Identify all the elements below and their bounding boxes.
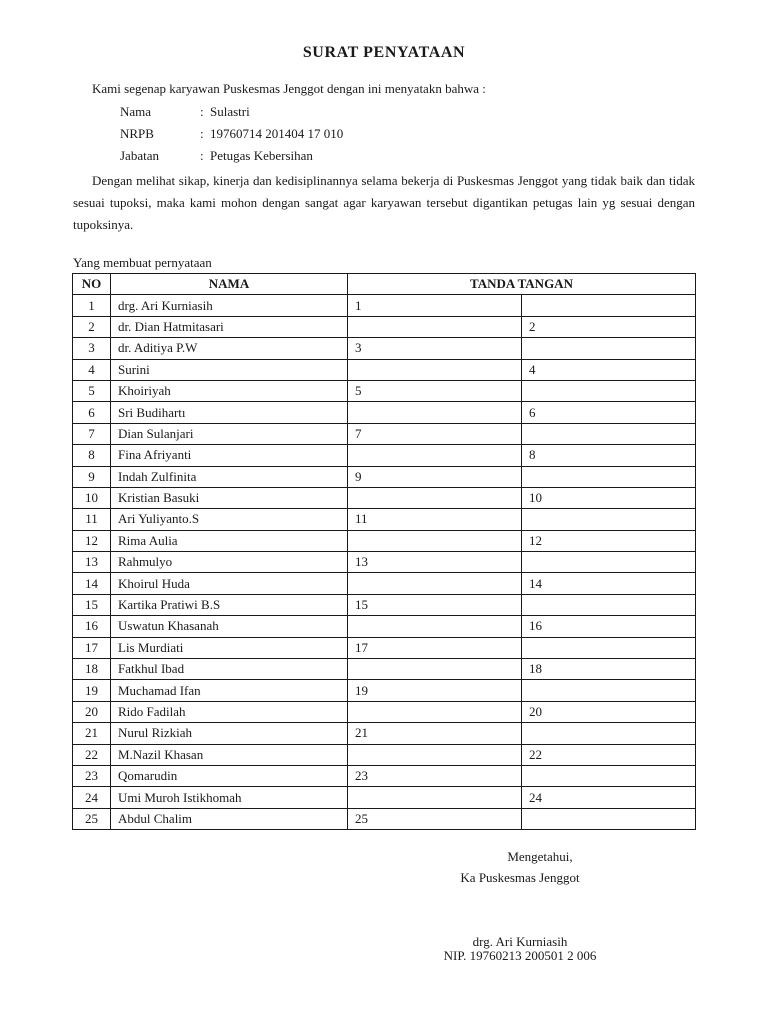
table-row: [73, 573, 696, 594]
table-row: [73, 808, 696, 829]
cell-nama: Abdul Chalim: [111, 808, 348, 829]
footer-mengetahui: Mengetahui,: [507, 849, 573, 864]
cell-signature-right: [522, 594, 696, 615]
cell-signature-left: [348, 701, 522, 722]
cell-no: 10: [73, 487, 111, 508]
signature-table: [72, 273, 696, 830]
table-row: [73, 380, 696, 401]
cell-nama: Dian Sulanjari: [111, 423, 348, 444]
cell-nama: Fina Afriyanti: [111, 445, 348, 466]
cell-signature-left: [348, 573, 522, 594]
cell-no: 17: [73, 637, 111, 658]
table-row: [73, 637, 696, 658]
cell-signature-left: [348, 659, 522, 680]
cell-nama: Uswatun Khasanah: [111, 616, 348, 637]
cell-no: 6: [73, 402, 111, 423]
document-title: SURAT PENYATAAN: [302, 44, 466, 61]
intro-text: Kami segenap karyawan Puskesmas Jenggot dengan ini menyatakn bahwa :: [92, 81, 486, 96]
cell-signature-left: 25: [348, 808, 522, 829]
cell-no: 9: [73, 466, 111, 487]
field-colon: :: [200, 104, 204, 119]
table-row: [73, 509, 696, 530]
cell-no: 25: [73, 808, 111, 829]
cell-signature-left: 9: [348, 466, 522, 487]
cell-signature-right: 22: [522, 744, 696, 765]
table-row: [73, 787, 696, 808]
cell-signature-left: [348, 359, 522, 380]
header-no: NO: [73, 274, 111, 295]
cell-signature-right: 18: [522, 659, 696, 680]
cell-no: 7: [73, 423, 111, 444]
cell-no: 19: [73, 680, 111, 701]
table-row: [73, 466, 696, 487]
cell-signature-left: [348, 445, 522, 466]
cell-nama: Fatkhul Ibad: [111, 659, 348, 680]
cell-nama: Khoiriyah: [111, 380, 348, 401]
cell-no: 5: [73, 380, 111, 401]
cell-signature-right: [522, 509, 696, 530]
cell-signature-left: 11: [348, 509, 522, 530]
table-body: [73, 295, 696, 830]
field-label: Jabatan: [120, 148, 159, 163]
cell-signature-right: [522, 765, 696, 786]
cell-signature-right: [522, 295, 696, 316]
table-row: [73, 552, 696, 573]
table-row: [73, 659, 696, 680]
header-nama: NAMA: [111, 274, 348, 295]
cell-signature-left: 23: [348, 765, 522, 786]
field-jabatan: [120, 148, 313, 164]
cell-no: 20: [73, 701, 111, 722]
cell-no: 24: [73, 787, 111, 808]
table-row: [73, 594, 696, 615]
table-row: [73, 445, 696, 466]
footer-signatory-name: drg. Ari Kurniasih: [472, 934, 568, 949]
field-value: Petugas Kebersihan: [210, 148, 313, 163]
cell-signature-left: 19: [348, 680, 522, 701]
cell-no: 1: [73, 295, 111, 316]
field-label: NRPB: [120, 126, 154, 141]
cell-signature-right: 4: [522, 359, 696, 380]
cell-no: 13: [73, 552, 111, 573]
table-row: [73, 680, 696, 701]
cell-signature-left: 5: [348, 380, 522, 401]
field-nrpb: [120, 126, 343, 142]
cell-nama: dr. Aditiya P.W: [111, 338, 348, 359]
statement-paragraph: Dengan melihat sikap, kinerja dan kedisiplinannya selama bekerja di Puskesmas Jenggot yang tidak baik dan tidak sesuai tupoksi, maka kami mohon dengan sangat agar karyawan tersebut digantikan petugas lain yg sesuai dengan tupoksinya.: [73, 173, 695, 232]
cell-nama: Surini: [111, 359, 348, 380]
cell-signature-left: [348, 530, 522, 551]
field-colon: :: [200, 148, 204, 163]
cell-no: 12: [73, 530, 111, 551]
cell-nama: dr. Dian Hatmitasari: [111, 316, 348, 337]
cell-no: 16: [73, 616, 111, 637]
table-row: [73, 316, 696, 337]
cell-nama: Rima Aulia: [111, 530, 348, 551]
cell-signature-left: 13: [348, 552, 522, 573]
cell-nama: Indah Zulfinita: [111, 466, 348, 487]
cell-signature-right: [522, 423, 696, 444]
cell-signature-right: [522, 552, 696, 573]
table-row: [73, 423, 696, 444]
cell-signature-left: 21: [348, 723, 522, 744]
table-row: [73, 338, 696, 359]
cell-nama: Kristian Basuki: [111, 487, 348, 508]
cell-nama: Lis Murdiati: [111, 637, 348, 658]
cell-nama: Sri Budihartı: [111, 402, 348, 423]
cell-nama: Ari Yuliyanto.S: [111, 509, 348, 530]
field-value: 19760714 201404 17 010: [210, 126, 344, 141]
cell-nama: Nurul Rizkiah: [111, 723, 348, 744]
cell-signature-right: [522, 637, 696, 658]
cell-signature-left: [348, 487, 522, 508]
cell-signature-left: 15: [348, 594, 522, 615]
cell-no: 2: [73, 316, 111, 337]
cell-signature-right: 14: [522, 573, 696, 594]
cell-no: 4: [73, 359, 111, 380]
cell-signature-left: [348, 316, 522, 337]
cell-signature-right: [522, 380, 696, 401]
cell-no: 23: [73, 765, 111, 786]
table-header-row: [73, 274, 696, 295]
cell-nama: M.Nazil Khasan: [111, 744, 348, 765]
cell-nama: Umi Muroh Istikhomah: [111, 787, 348, 808]
table-row: [73, 402, 696, 423]
cell-signature-left: 3: [348, 338, 522, 359]
cell-signature-left: [348, 402, 522, 423]
cell-signature-right: [522, 466, 696, 487]
table-row: [73, 359, 696, 380]
cell-signature-left: 1: [348, 295, 522, 316]
footer-jabatan: Ka Puskesmas Jenggot: [460, 870, 580, 885]
cell-signature-right: [522, 808, 696, 829]
cell-nama: Khoirul Huda: [111, 573, 348, 594]
cell-signature-right: 16: [522, 616, 696, 637]
cell-signature-right: 12: [522, 530, 696, 551]
cell-signature-right: 8: [522, 445, 696, 466]
cell-no: 22: [73, 744, 111, 765]
field-label: Nama: [120, 104, 152, 119]
table-row: [73, 530, 696, 551]
cell-signature-left: 17: [348, 637, 522, 658]
cell-signature-right: 6: [522, 402, 696, 423]
table-row: [73, 487, 696, 508]
cell-signature-right: [522, 338, 696, 359]
cell-signature-right: 2: [522, 316, 696, 337]
cell-nama: Kartika Pratiwi B.S: [111, 594, 348, 615]
cell-nama: Rahmulyo: [111, 552, 348, 573]
cell-signature-right: 20: [522, 701, 696, 722]
field-nama: [120, 104, 250, 120]
header-tanda-tangan: TANDA TANGAN: [348, 274, 696, 295]
cell-nama: drg. Ari Kurniasih: [111, 295, 348, 316]
field-value: Sulastri: [210, 104, 250, 119]
cell-no: 18: [73, 659, 111, 680]
field-colon: :: [200, 126, 204, 141]
table-row: [73, 723, 696, 744]
cell-no: 11: [73, 509, 111, 530]
cell-nama: Muchamad Ifan: [111, 680, 348, 701]
cell-no: 21: [73, 723, 111, 744]
table-row: [73, 616, 696, 637]
table-title: Yang membuat pernyataan: [73, 255, 212, 270]
cell-nama: Qomarudin: [111, 765, 348, 786]
cell-no: 3: [73, 338, 111, 359]
footer-nip: NIP. 19760213 200501 2 006: [443, 948, 597, 963]
cell-signature-left: 7: [348, 423, 522, 444]
table-row: [73, 765, 696, 786]
cell-signature-left: [348, 787, 522, 808]
table-row: [73, 701, 696, 722]
cell-nama: Rido Fadilah: [111, 701, 348, 722]
cell-no: 15: [73, 594, 111, 615]
table-row: [73, 744, 696, 765]
cell-signature-left: [348, 744, 522, 765]
cell-no: 14: [73, 573, 111, 594]
cell-no: 8: [73, 445, 111, 466]
cell-signature-left: [348, 616, 522, 637]
table-row: [73, 295, 696, 316]
cell-signature-right: 24: [522, 787, 696, 808]
cell-signature-right: [522, 680, 696, 701]
cell-signature-right: 10: [522, 487, 696, 508]
cell-signature-right: [522, 723, 696, 744]
